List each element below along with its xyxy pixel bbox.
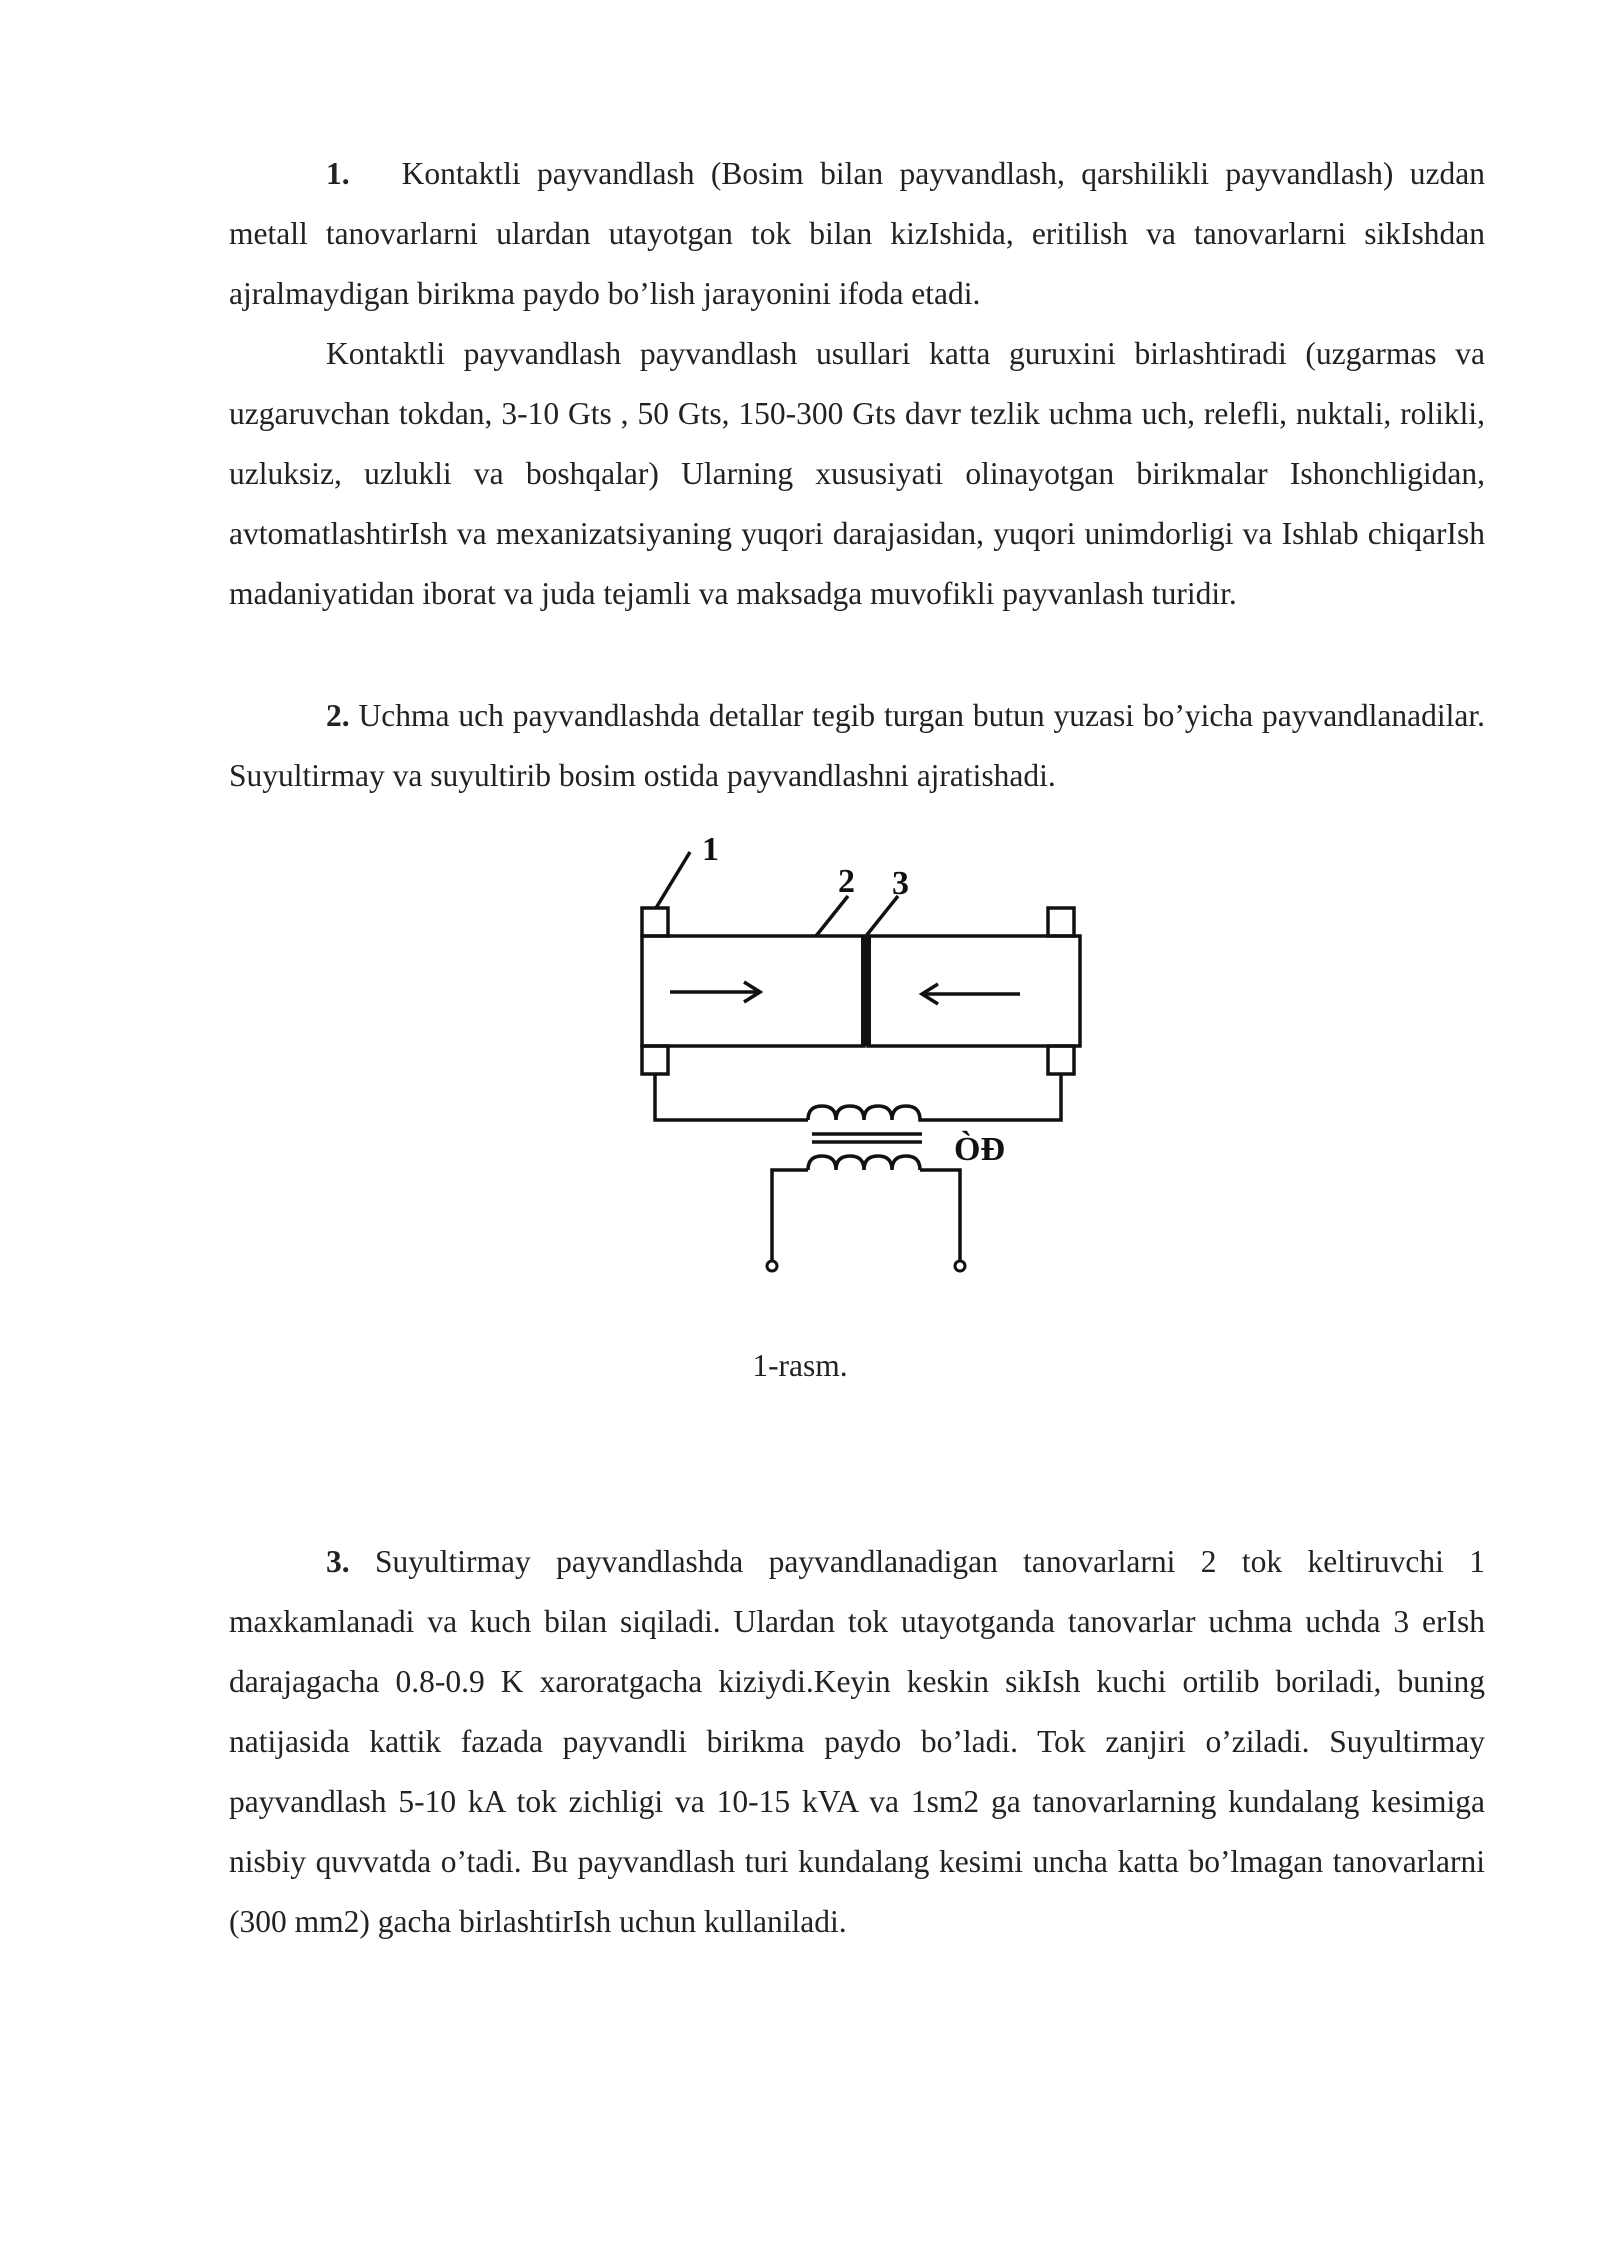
leader-line-2	[816, 896, 848, 936]
transformer-label: ÒÐ	[954, 1131, 1005, 1168]
paragraph-number-3: 3.	[326, 1544, 350, 1579]
figure-label-2: 2	[838, 863, 855, 900]
paragraph-1	[229, 144, 1485, 324]
figure-caption: 1-rasm.	[752, 1348, 848, 1383]
leader-line-1	[656, 852, 690, 908]
workpiece-right	[868, 936, 1080, 1046]
welding-diagram	[620, 820, 1100, 1280]
paragraph-4	[229, 1532, 1485, 1952]
clamp-bottom-left	[642, 1046, 668, 1074]
paragraph-2-text: Kontaktli payvandlash payvandlash usullari katta guruxini birlashtiradi (uzgarmas va uzgaruvchan tokdan, 3-10 Gts , 50 Gts, 150-300 Gts davr tezlik uchma uch, relefli, nuktali, rolikli, uzluksiz, uzlukli va boshqalar) Ularning xususiyati olinayotgan birikmalar Ishonchligidan, avtomatlashtirIsh va mexanizatsiyaning yuqori darajasidan, yuqori unimdorligi va Ishlab chiqarIsh madaniyatidan iborat va juda tejamli va maksadga muvofikli payvanlash turidir.	[229, 336, 1485, 611]
transformer-secondary-coil	[808, 1156, 920, 1170]
figure-label-3: 3	[892, 865, 909, 902]
paragraph-1-text: Kontaktli payvandlash (Bosim bilan payvandlash, qarshilikli payvandlash) uzdan metall tanovarlarni ulardan utayotgan tok bilan kizIshida, eritilish va tanovarlarni sikIshdan ajralmaydigan birikma paydo bo’lish jarayonini ifoda etadi.	[229, 156, 1485, 311]
paragraph-4-text: Suyultirmay payvandlashda payvandlanadigan tanovarlarni 2 tok keltiruvchi 1 maxkamlanadi va kuch bilan siqiladi. Ulardan tok utayotganda tanovarlar uchma uchda 3 erIsh darajagacha 0.8-0.9 K xaroratgacha kiziydi.Keyin keskin sikIsh kuchi ortilib boriladi, buning natijasida kattik fazada payvandli birikma paydo bo’ladi. Tok zanjiri o’ziladi. Suyultirmay payvandlash 5-10 kA tok zichligi va 10-15 kVA va 1sm2 ga tanovarlarning kundalang kesimiga nisbiy quvvatda o’tadi. Bu payvandlash turi kundalang kesimi uncha katta bo’lmagan tanovarlarni (300 mm2) gacha birlashtirIsh uchun kullaniladi.	[229, 1544, 1486, 1939]
circuit-right-wire	[928, 1074, 1061, 1120]
secondary-right-wire	[920, 1170, 960, 1262]
secondary-left-wire	[772, 1170, 808, 1262]
transformer-primary-coil	[808, 1106, 928, 1120]
circuit-left-wire	[655, 1074, 808, 1120]
terminal-right	[955, 1261, 965, 1271]
clamp-bottom-right	[1048, 1046, 1074, 1074]
clamp-top-left	[642, 908, 668, 936]
weld-joint	[861, 936, 871, 1046]
paragraph-number-1: 1.	[326, 156, 350, 191]
paragraph-3-text: Uchma uch payvandlashda detallar tegib turgan butun yuzasi bo’yicha payvandlanadilar. Suyultirmay va suyultirib bosim ostida payvandlashni ajratishadi.	[229, 698, 1486, 793]
figure-label-1: 1	[702, 831, 719, 868]
clamp-top-right	[1048, 908, 1074, 936]
paragraph-3	[229, 686, 1485, 806]
terminal-left	[767, 1261, 777, 1271]
leader-line-3	[866, 896, 898, 936]
paragraph-2	[229, 324, 1485, 624]
paragraph-number-2: 2.	[326, 698, 350, 733]
